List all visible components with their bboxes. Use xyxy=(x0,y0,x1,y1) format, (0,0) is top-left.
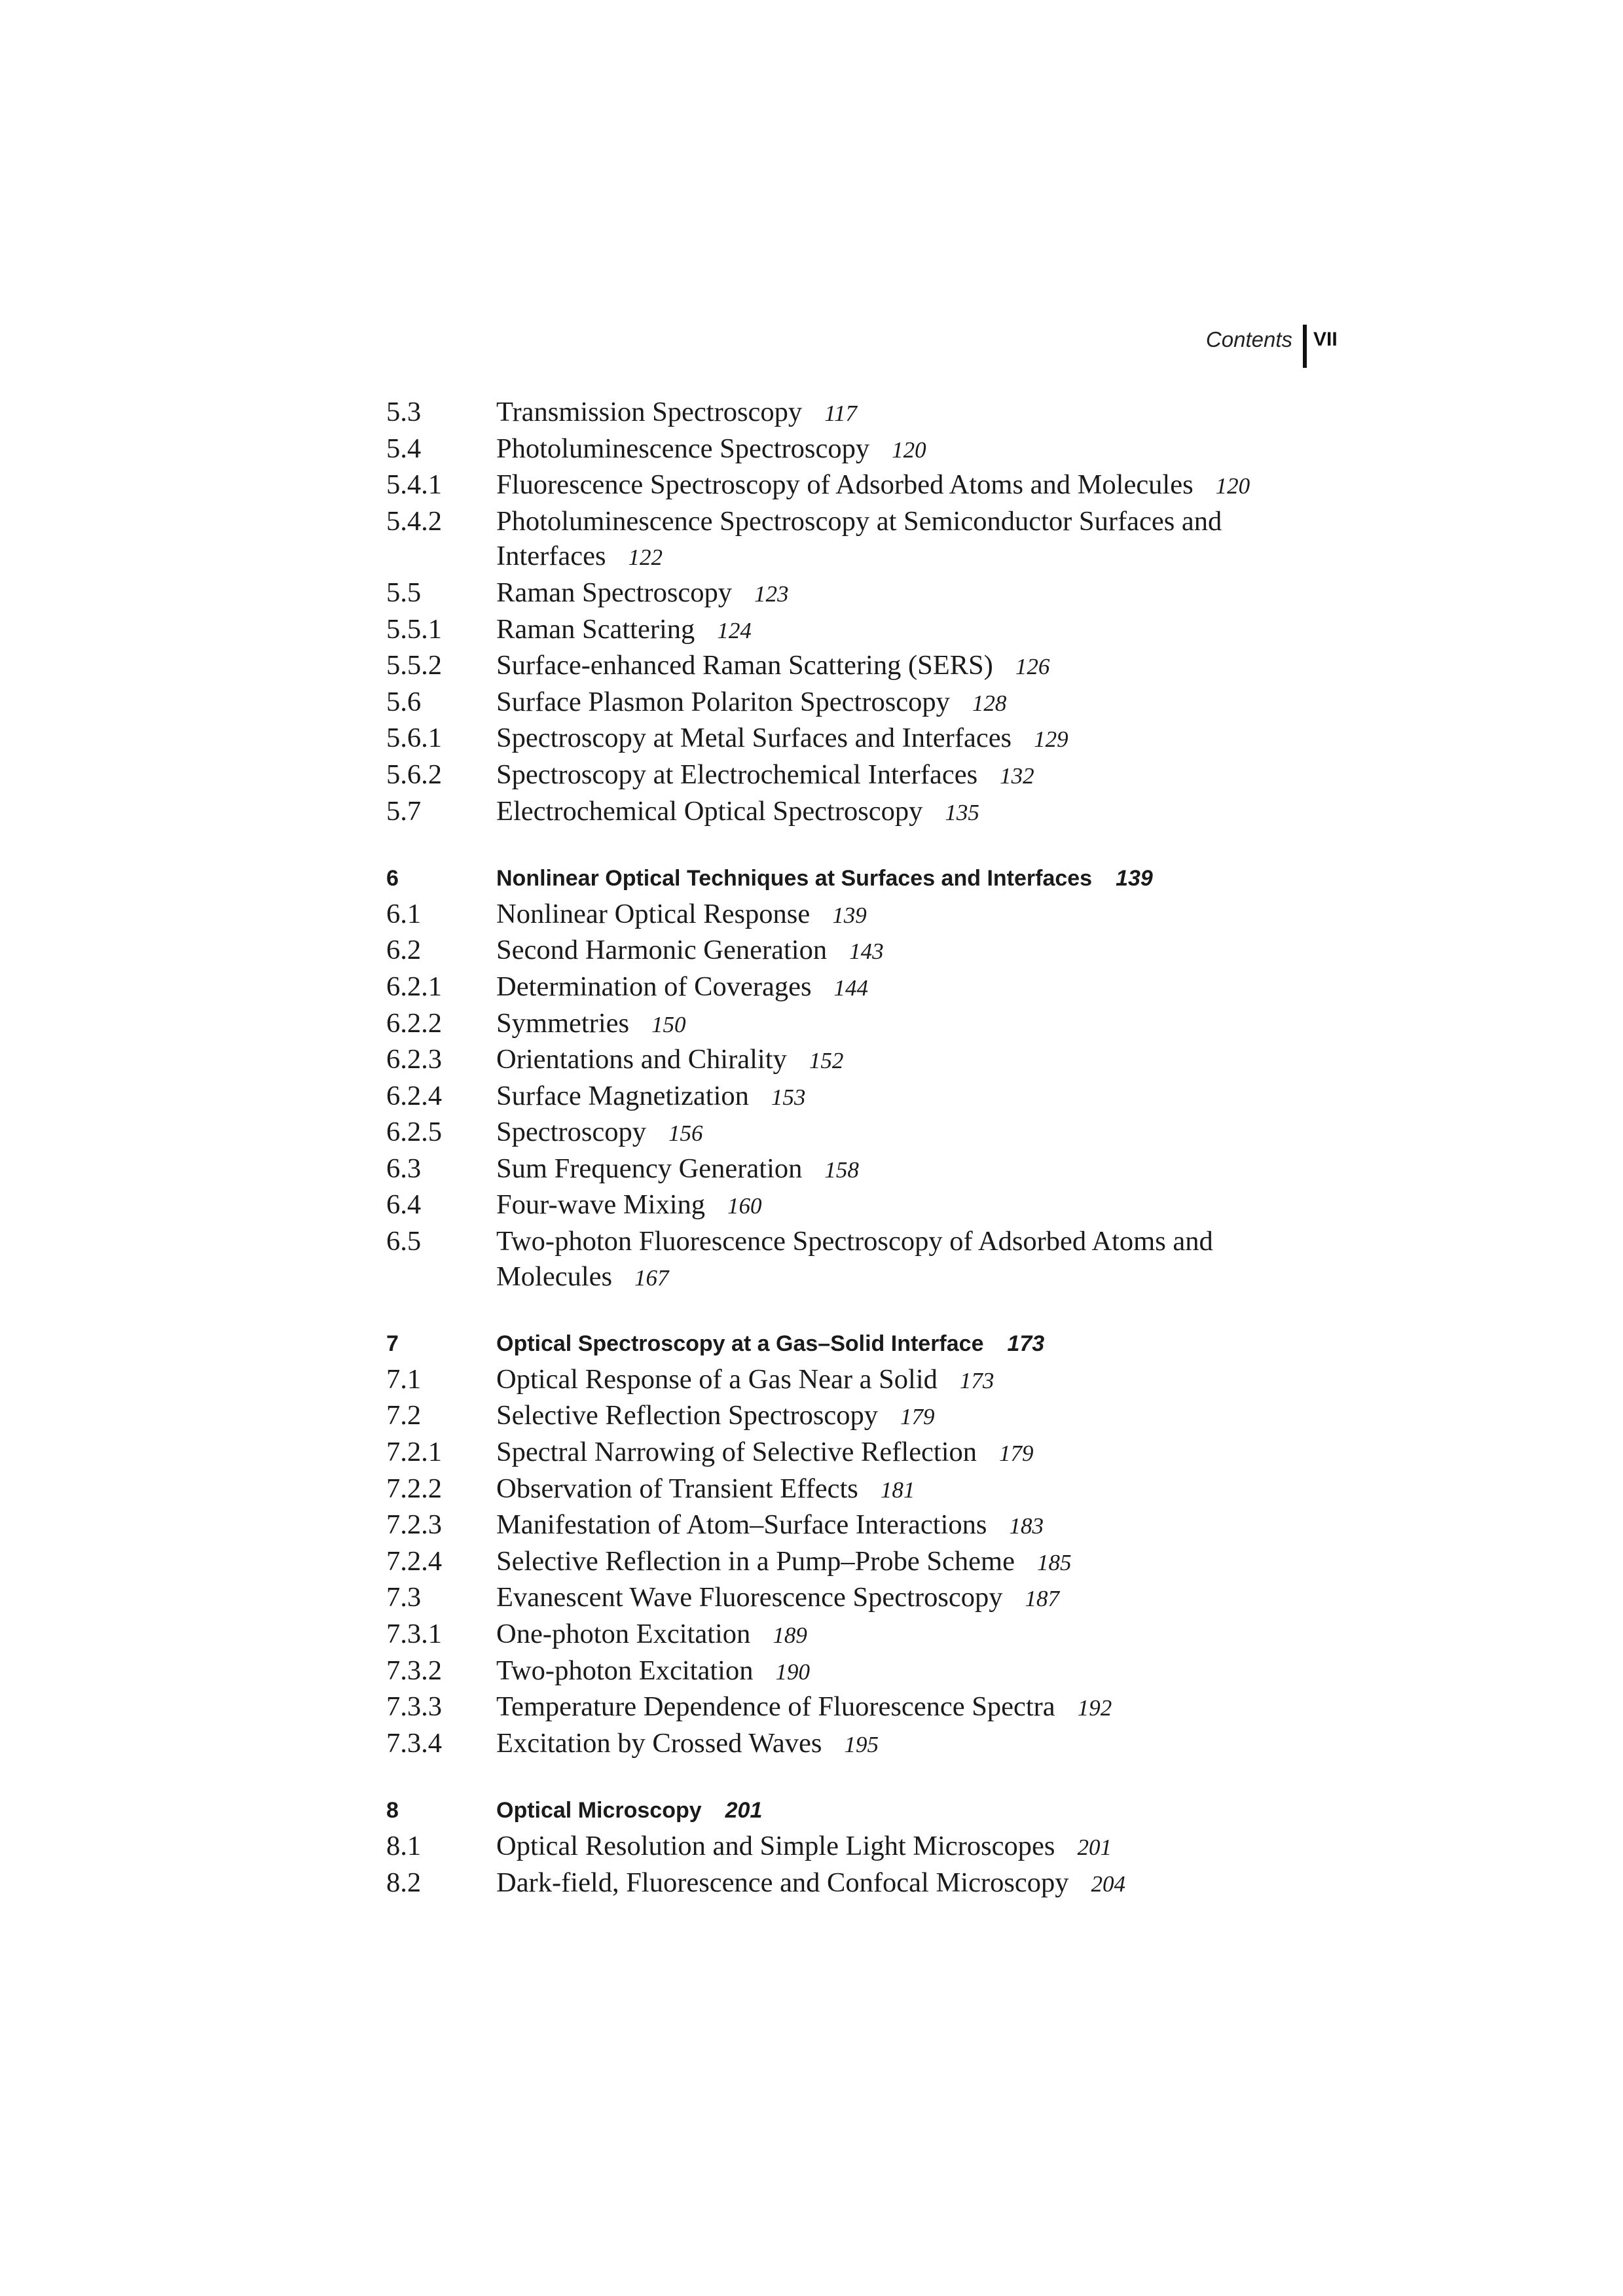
page-reference: 195 xyxy=(844,1731,879,1757)
page-reference: 122 xyxy=(628,545,663,571)
section-title: Transmission Spectroscopy xyxy=(496,397,803,427)
page-reference: 187 xyxy=(1025,1586,1059,1612)
chapter-title: Nonlinear Optical Techniques at Surfaces and Interfaces xyxy=(496,866,1093,891)
page-reference: 156 xyxy=(668,1121,703,1147)
section-title: Surface Magnetization xyxy=(496,1080,749,1111)
section-title: Temperature Dependence of Fluorescence Spectra xyxy=(496,1691,1055,1723)
section-title: Surface Plasmon Polariton Spectroscopy xyxy=(496,686,950,717)
page-reference: 190 xyxy=(775,1659,810,1685)
section-number: 7.2.4 xyxy=(386,1545,442,1577)
section-title: Manifestation of Atom–Surface Interactions xyxy=(496,1509,987,1541)
section-number: 5.5.2 xyxy=(386,650,442,681)
section-title: Surface-enhanced Raman Scattering (SERS) xyxy=(496,650,993,681)
toc-entry xyxy=(386,933,1349,969)
toc-entry xyxy=(386,1435,1349,1471)
section-title: Electrochemical Optical Spectroscopy xyxy=(496,795,923,827)
section-number: 6.1 xyxy=(386,898,422,929)
page-reference: 179 xyxy=(900,1404,935,1430)
section-title: Photoluminescence Spectroscopy at Semiconductor Surfaces and Interfaces xyxy=(496,505,1222,572)
chapter-number: 6 xyxy=(386,866,399,891)
toc-entry xyxy=(386,1079,1349,1115)
section-number: 5.5.1 xyxy=(386,613,442,645)
section-number: 7.3.3 xyxy=(386,1691,442,1723)
running-header-title: Contents xyxy=(1205,327,1292,351)
page-reference: 153 xyxy=(771,1084,806,1110)
page-reference: 189 xyxy=(773,1623,807,1648)
page-reference: 123 xyxy=(754,581,789,607)
section-title: Spectroscopy at Electrochemical Interfaces xyxy=(496,759,978,790)
header-divider-rule xyxy=(1303,325,1307,368)
section-number: 5.5 xyxy=(386,577,422,608)
section-number: 8.2 xyxy=(386,1867,422,1898)
toc-entry xyxy=(386,969,1349,1006)
section-title: Determination of Coverages xyxy=(496,971,812,1002)
section-number: 5.4.1 xyxy=(386,469,442,501)
toc-entry xyxy=(386,1580,1349,1617)
section-number: 6.2.1 xyxy=(386,971,442,1002)
section-number: 7.2.2 xyxy=(386,1473,442,1504)
chapter-title: Optical Microscopy xyxy=(496,1798,702,1823)
section-number: 6.2 xyxy=(386,935,422,966)
section-number: 5.3 xyxy=(386,397,422,427)
section-number: 5.6.2 xyxy=(386,759,442,790)
section-number: 5.4 xyxy=(386,433,422,464)
section-number: 7.3.1 xyxy=(386,1619,442,1649)
section-number: 7.3.4 xyxy=(386,1727,442,1759)
section-title: Selective Reflection Spectroscopy xyxy=(496,1400,879,1431)
section-title: Photoluminescence Spectroscopy xyxy=(496,433,870,464)
page-reference: 143 xyxy=(849,939,884,965)
toc-entry xyxy=(386,685,1349,721)
toc-entry xyxy=(386,897,1349,933)
page-reference: 179 xyxy=(999,1441,1034,1467)
page-reference: 132 xyxy=(1000,762,1034,789)
chapter-title: Optical Spectroscopy at a Gas–Solid Interface xyxy=(496,1331,984,1357)
chapter-heading xyxy=(386,1793,1349,1829)
chapter-heading xyxy=(386,861,1349,897)
section-title: Observation of Transient Effects xyxy=(496,1473,858,1504)
section-title: Four-wave Mixing xyxy=(496,1189,706,1221)
toc-entry xyxy=(386,1151,1349,1188)
toc-entry xyxy=(386,1398,1349,1435)
chapter-number: 7 xyxy=(386,1331,399,1357)
section-title: Raman Scattering xyxy=(496,613,695,645)
section-number: 7.3.2 xyxy=(386,1655,442,1686)
page-reference: 201 xyxy=(725,1798,763,1823)
toc-entry xyxy=(386,1115,1349,1151)
page-reference: 126 xyxy=(1015,654,1050,680)
toc-entry xyxy=(386,1617,1349,1653)
section-title: Orientations and Chirality xyxy=(496,1044,787,1075)
toc-entry xyxy=(386,1653,1349,1690)
page-reference: 139 xyxy=(1116,866,1153,891)
table-of-contents xyxy=(386,395,1349,1901)
section-number: 7.2.3 xyxy=(386,1509,442,1541)
section-number: 7.2 xyxy=(386,1400,422,1431)
toc-entry xyxy=(386,1224,1349,1295)
toc-entry xyxy=(386,1006,1349,1043)
section-number: 6.5 xyxy=(386,1226,422,1257)
toc-entry xyxy=(386,1507,1349,1544)
toc-entry xyxy=(386,794,1349,831)
toc-entry xyxy=(386,612,1349,649)
page-reference: 167 xyxy=(634,1265,669,1291)
section-title: Raman Spectroscopy xyxy=(496,577,732,608)
section-title: Spectral Narrowing of Selective Reflection xyxy=(496,1437,977,1468)
section-number: 6.2.4 xyxy=(386,1080,442,1111)
section-number: 5.4.2 xyxy=(386,505,442,537)
chapter-number: 8 xyxy=(386,1798,399,1823)
chapter-heading xyxy=(386,1327,1349,1362)
section-number: 5.6.1 xyxy=(386,723,442,754)
section-title: Optical Response of a Gas Near a Solid xyxy=(496,1363,938,1395)
page-reference: 173 xyxy=(1007,1331,1045,1357)
toc-entry xyxy=(386,1829,1349,1865)
page-reference: 152 xyxy=(809,1048,844,1074)
section-title: Evanescent Wave Fluorescence Spectroscopy xyxy=(496,1582,1003,1613)
toc-entry xyxy=(386,721,1349,757)
toc-entry xyxy=(386,1689,1349,1726)
toc-entry xyxy=(386,1362,1349,1399)
toc-entry xyxy=(386,1726,1349,1763)
page-reference: 128 xyxy=(972,690,1007,716)
section-title: Selective Reflection in a Pump–Probe Scheme xyxy=(496,1545,1015,1577)
section-number: 6.4 xyxy=(386,1189,422,1221)
page-reference: 204 xyxy=(1091,1871,1125,1897)
page-reference: 139 xyxy=(832,902,867,928)
page-reference: 201 xyxy=(1077,1834,1112,1860)
toc-entry xyxy=(386,1042,1349,1079)
running-header xyxy=(1113,325,1388,370)
toc-entry xyxy=(386,575,1349,612)
page-reference: 124 xyxy=(717,617,752,643)
page-reference: 181 xyxy=(880,1477,915,1503)
section-number: 7.3 xyxy=(386,1582,422,1613)
section-number: 7.1 xyxy=(386,1363,422,1395)
section-title: Symmetries xyxy=(496,1007,630,1039)
section-number: 5.6 xyxy=(386,686,422,717)
section-title: Two-photon Excitation xyxy=(496,1655,754,1686)
page-reference: 120 xyxy=(1215,473,1250,499)
section-number: 6.3 xyxy=(386,1153,422,1184)
section-title: Sum Frequency Generation xyxy=(496,1153,803,1184)
toc-entry xyxy=(386,1471,1349,1508)
toc-entry xyxy=(386,648,1349,685)
page-reference: 129 xyxy=(1034,726,1068,753)
section-title: Nonlinear Optical Response xyxy=(496,898,811,929)
section-number: 6.2.2 xyxy=(386,1007,442,1039)
page-reference: 150 xyxy=(651,1011,686,1037)
toc-entry xyxy=(386,757,1349,794)
page-reference: 173 xyxy=(959,1367,994,1393)
section-title: Spectroscopy xyxy=(496,1117,646,1148)
section-number: 8.1 xyxy=(386,1830,422,1861)
section-title: Dark-field, Fluorescence and Confocal Microscopy xyxy=(496,1867,1069,1898)
page-reference: 160 xyxy=(727,1193,762,1219)
page-reference: 144 xyxy=(833,975,869,1001)
toc-entry xyxy=(386,431,1349,468)
section-number: 6.2.5 xyxy=(386,1117,442,1148)
section-number: 5.7 xyxy=(386,795,422,827)
page-reference: 185 xyxy=(1036,1549,1072,1575)
page-reference: 183 xyxy=(1009,1513,1044,1539)
toc-entry xyxy=(386,395,1349,431)
toc-entry xyxy=(386,1544,1349,1581)
page-number: VII xyxy=(1313,329,1338,350)
section-title: Excitation by Crossed Waves xyxy=(496,1727,822,1759)
section-number: 6.2.3 xyxy=(386,1044,442,1075)
section-title: Two-photon Fluorescence Spectroscopy of Adsorbed Atoms and Molecules xyxy=(496,1226,1213,1292)
section-number: 7.2.1 xyxy=(386,1437,442,1468)
page-reference: 158 xyxy=(824,1157,859,1183)
page-reference: 117 xyxy=(824,401,858,426)
section-title: Second Harmonic Generation xyxy=(496,935,828,966)
page-reference: 192 xyxy=(1077,1695,1112,1721)
toc-entry xyxy=(386,504,1349,575)
toc-entry xyxy=(386,1865,1349,1902)
toc-entry xyxy=(386,467,1349,504)
page-reference: 120 xyxy=(892,437,926,463)
section-title: Spectroscopy at Metal Surfaces and Interfaces xyxy=(496,723,1012,754)
toc-entry xyxy=(386,1187,1349,1224)
page-reference: 135 xyxy=(945,799,979,825)
section-title: Fluorescence Spectroscopy of Adsorbed Atoms and Molecules xyxy=(496,469,1194,501)
section-title: One-photon Excitation xyxy=(496,1619,751,1649)
section-title: Optical Resolution and Simple Light Microscopes xyxy=(496,1830,1055,1861)
